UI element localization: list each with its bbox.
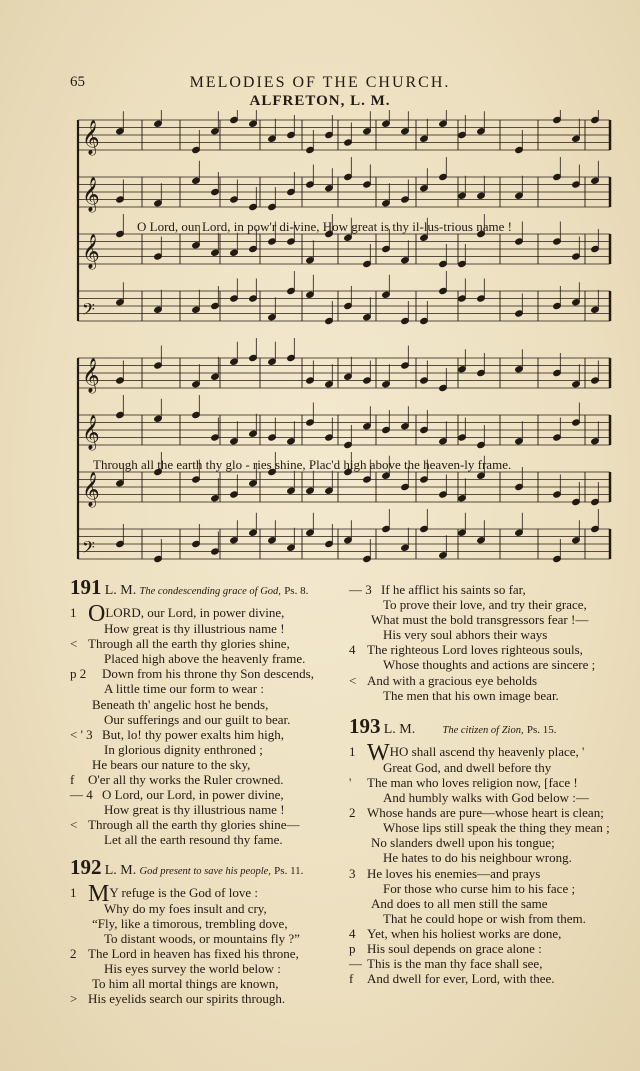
line-text: His eyelids search our spirits through. [88, 991, 286, 1007]
line-mark: < [70, 636, 78, 652]
line-mark: > [70, 991, 78, 1007]
lyric-line-1: O Lord, our Lord, in pow'r di-vine, How great is thy il-lus-trious name ! [137, 219, 512, 234]
line-text: He loves his enemies—and prays [367, 865, 541, 881]
hymn-meter: L. M. [104, 583, 137, 598]
tune-title: ALFRETON, L. M. [249, 93, 391, 109]
verse-line [349, 941, 624, 956]
treble-clef-icon: 𝄞 [82, 358, 100, 393]
verse-line [70, 991, 345, 1006]
verse-line [349, 926, 624, 941]
bass-clef-icon: 𝄢 [82, 299, 95, 323]
verse-line [70, 931, 345, 946]
hymn-subject: The citizen of Zion, [442, 724, 524, 736]
hymn-ref: Ps. 11. [274, 864, 304, 877]
hymn-meter: L. M. [104, 862, 137, 878]
verse-line [70, 651, 345, 666]
verse-line [349, 850, 624, 865]
hymn-ref: Ps. 15. [526, 723, 557, 736]
verse-line [70, 681, 345, 696]
hymn-191-text [70, 601, 345, 848]
treble-clef-icon: 𝄞 [82, 120, 100, 155]
line-text: And with a gracious eye beholds [367, 672, 538, 688]
drop-cap: M [88, 880, 110, 907]
verse-line [349, 627, 624, 642]
line-text: No slanders dwell upon his tongue; [371, 835, 555, 851]
verse-line [70, 976, 345, 991]
line-mark: 1 [70, 605, 77, 621]
verse-line [349, 760, 624, 775]
verse-line [70, 961, 345, 976]
treble-clef-icon: 𝄞 [82, 234, 100, 269]
verse-line [349, 673, 624, 688]
verse-line [70, 880, 345, 907]
line-text: He bears our nature to the sky, [92, 756, 251, 772]
verse-line [349, 582, 624, 597]
verse-line [349, 657, 624, 672]
line-text: To prove their love, and try their grace, [383, 597, 587, 613]
verse-line [70, 601, 345, 628]
verse-line [349, 866, 624, 881]
line-mark: 2 [349, 805, 356, 821]
line-text: Whose hands are pure—whose heart is clean; [367, 805, 604, 821]
verse-line [349, 775, 624, 790]
hymn-193-text [349, 739, 624, 987]
verse-line [70, 901, 345, 916]
left-column [70, 575, 345, 1007]
line-mark: < ' 3 [70, 726, 93, 742]
hymn-number: 193 [349, 713, 381, 738]
line-mark: 4 [349, 925, 356, 941]
hymn-number: 191 [70, 575, 102, 599]
line-mark: — 3 [349, 582, 372, 597]
verse-line [70, 772, 345, 787]
music-score [70, 110, 620, 570]
line-mark: 3 [349, 865, 356, 881]
verse-line [70, 636, 345, 651]
line-text: O Lord, our Lord, in power divine, [102, 787, 284, 803]
drop-cap: O [88, 601, 106, 628]
line-text: Placed high above the heavenly frame. [104, 651, 306, 667]
verse-line [70, 712, 345, 727]
line-text: Through all the earth thy glories shine, [88, 636, 290, 652]
line-text: Great God, and dwell before thy [383, 759, 552, 775]
line-text: O'er all thy works the Ruler crowned. [88, 772, 284, 788]
hymn-192-heading [70, 854, 345, 879]
line-mark: f [70, 772, 75, 788]
line-text: Why do my foes insult and cry, [104, 900, 267, 916]
verse-line [349, 971, 624, 986]
verse-line [70, 802, 345, 817]
bass-clef-icon: 𝄢 [82, 537, 95, 561]
line-text: In glorious dignity enthroned ; [104, 741, 263, 757]
verse-line [349, 956, 624, 971]
drop-cap: W [367, 739, 390, 766]
line-text: How great is thy illustrious name ! [104, 802, 285, 818]
line-mark: p [349, 940, 356, 956]
verse-line [70, 946, 345, 961]
line-text: What must the bold transgressors fear !— [371, 612, 589, 628]
line-text: Down from his throne thy Son descends, [102, 666, 314, 682]
line-text: Y refuge is the God of love : [109, 884, 258, 900]
line-text: To distant woods, or mountains fly ?” [104, 930, 300, 946]
verse-line [349, 790, 624, 805]
line-text: His soul depends on grace alone : [367, 940, 542, 956]
verse-line [70, 916, 345, 931]
line-mark: ' [349, 774, 352, 790]
verse-line [349, 642, 624, 657]
hymn-number: 192 [70, 854, 102, 879]
line-text: Through all the earth thy glories shine— [88, 817, 300, 833]
verse-line [349, 739, 624, 766]
line-text: How great is thy illustrious name ! [104, 621, 285, 637]
treble-clef-icon: 𝄞 [82, 177, 100, 212]
verse-line [70, 832, 345, 847]
right-column [349, 582, 624, 986]
line-text: A little time our form to wear : [104, 681, 264, 697]
hymn-193-heading [349, 713, 624, 738]
verse-line [70, 621, 345, 636]
line-mark: — [349, 956, 362, 972]
line-text: And does to all men still the same [371, 895, 548, 911]
line-mark: < [349, 672, 357, 688]
line-text: Yet, when his holiest works are done, [367, 925, 562, 941]
treble-clef-icon: 𝄞 [82, 415, 100, 450]
line-text: And humbly walks with God below :— [383, 790, 589, 806]
hymn-191-heading [70, 575, 345, 599]
verse-line [349, 805, 624, 820]
line-text: His eyes survey the world below : [104, 960, 281, 976]
line-text: For those who curse him to his face ; [383, 880, 576, 896]
line-text: Let all the earth resound thy fame. [104, 832, 283, 848]
line-text: Beneath th' angelic host he bends, [92, 696, 269, 712]
line-text: The men that his own image bear. [383, 687, 559, 703]
line-mark: p 2 [70, 666, 87, 682]
lyric-line-2: Through all the earth thy glo - ries shine, Plac'd high above the heaven-ly frame. [93, 457, 512, 472]
line-mark: 2 [70, 945, 77, 961]
hymn-subject: The condescending grace of God, [139, 586, 281, 597]
running-title: MELODIES OF THE CHURCH. [189, 74, 451, 91]
line-mark: 4 [349, 642, 356, 658]
page-number: 65 [70, 74, 85, 90]
verse-line [70, 697, 345, 712]
verse-line [70, 727, 345, 742]
verse-line [349, 688, 624, 703]
line-mark: f [349, 971, 354, 987]
line-text: But, lo! thy power exalts him high, [102, 726, 284, 742]
hymn-192-text [70, 880, 345, 1007]
verse-line [349, 612, 624, 627]
hymn-subject: God present to save his people, [139, 865, 271, 877]
verse-line [70, 817, 345, 832]
line-text: This is the man thy face shall see, [367, 956, 543, 972]
line-mark: — 4 [70, 787, 93, 803]
line-mark: 1 [349, 743, 356, 759]
line-text: LORD, our Lord, in power divine, [105, 605, 285, 621]
verse-line [70, 742, 345, 757]
verse-line [349, 911, 624, 926]
line-text: The righteous Lord loves righteous souls, [367, 642, 583, 658]
line-text: The Lord in heaven has fixed his throne, [88, 945, 299, 961]
line-text: HO shall ascend thy heavenly place, ' [389, 743, 585, 759]
verse-line [70, 666, 345, 681]
hymn-191-continued [349, 582, 624, 703]
verse-line [349, 820, 624, 835]
line-text: Our sufferings and our guilt to bear. [104, 711, 291, 727]
verse-line [349, 896, 624, 911]
verse-line [70, 757, 345, 772]
line-text: The man who loves religion now, [face ! [367, 774, 578, 790]
verse-line [70, 787, 345, 802]
line-text: “Fly, like a timorous, trembling dove, [92, 915, 288, 931]
verse-line [349, 881, 624, 896]
line-mark: 1 [70, 884, 77, 900]
line-text: That he could hope or wish from them. [383, 910, 586, 926]
line-text: He hates to do his neighbour wrong. [383, 850, 572, 866]
treble-clef-icon: 𝄞 [82, 472, 100, 507]
hymn-meter: L. M. [383, 721, 416, 737]
line-text: And dwell for ever, Lord, with thee. [367, 971, 555, 987]
verse-line [349, 835, 624, 850]
line-mark: < [70, 817, 78, 833]
line-text: Whose lips still speak the thing they mean ; [383, 820, 610, 836]
line-text: If he afflict his saints so far, [381, 582, 526, 597]
hymn-ref: Ps. 8. [284, 585, 309, 597]
verse-line [349, 597, 624, 612]
line-text: To him all mortal things are known, [92, 976, 279, 992]
line-text: His very soul abhors their ways [383, 627, 548, 643]
line-text: Whose thoughts and actions are sincere ; [383, 657, 596, 673]
